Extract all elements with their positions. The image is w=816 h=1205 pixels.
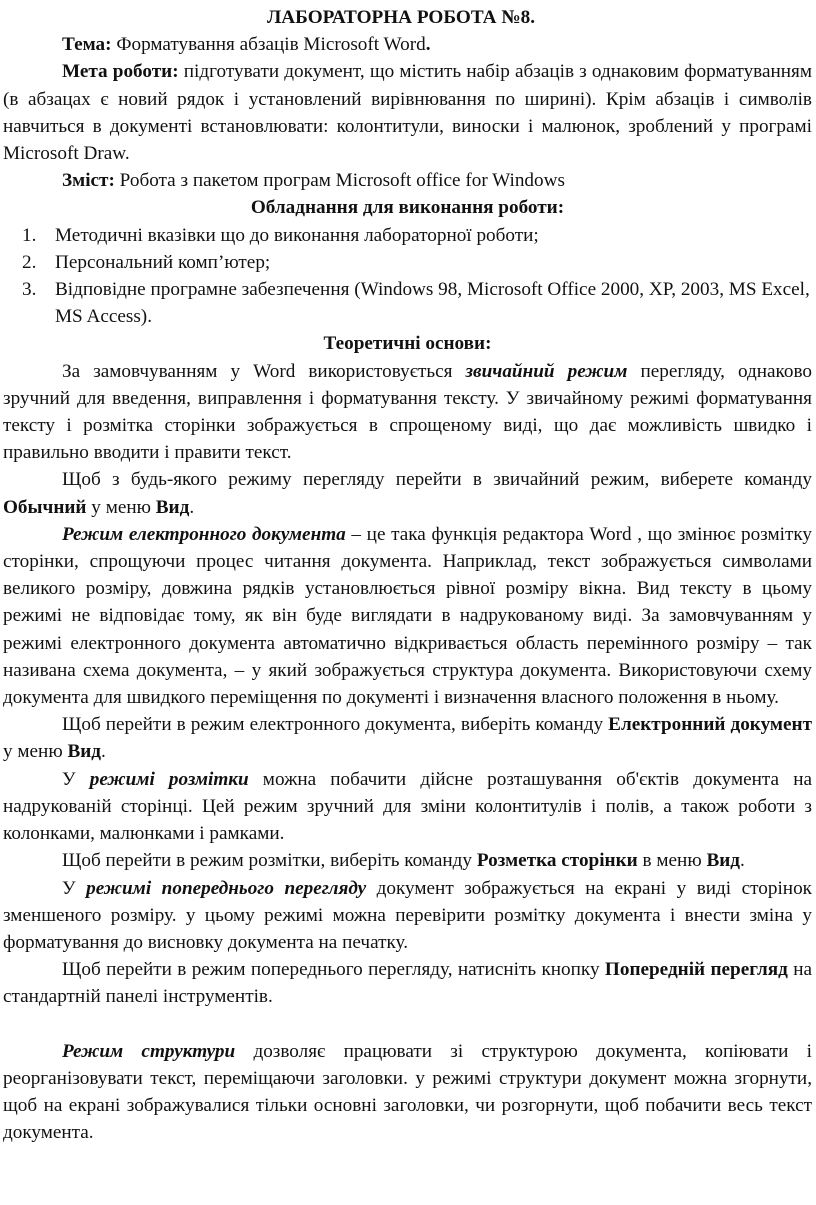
- menu-name: Вид: [155, 496, 190, 518]
- list-text: Персональний комп’ютер;: [55, 251, 271, 273]
- text-run: можна побачити дійсне розташування об'єктів документа на надрукованій сторінці. Цей режим зручний для зміни колонтитулів і полів, а також роботи з колонками, малюнками і рамками.: [3, 768, 812, 845]
- content-text: Робота з пакетом програм Microsoft office for Windows: [114, 170, 565, 192]
- command-name: Розметка сторінки: [476, 850, 638, 872]
- text-run: в меню: [637, 850, 707, 872]
- text-run: документ зображується на екрані у виді сторінок зменшеного розміру. у цьому режимі можна перевірити розмітку документа і внести зміна у форматування до висновку документа на печатку.: [3, 877, 812, 953]
- paragraph-electronic-doc: [3, 521, 812, 711]
- list-item: [3, 276, 812, 330]
- text-run: перегляду, однаково зручний для введення, виправлення і форматування тексту. У звичайному режимі форматування тексту і розмітка сторінки зображується в спрощеному виді, що дає можливість швидко і правильно вводити і правити текст.: [3, 360, 812, 464]
- text-run: Щоб перейти в режим попереднього перегляду, натисніть кнопку: [62, 959, 605, 981]
- content-line: [3, 167, 812, 194]
- paragraph-layout-command: [3, 847, 812, 874]
- list-item: [3, 249, 812, 276]
- command-name: Обычний: [3, 496, 87, 518]
- paragraph-outline-view: [3, 1038, 812, 1147]
- text-run: .: [189, 496, 195, 518]
- text-run: За замовчуванням у Word використовується: [62, 360, 466, 382]
- command-name: Електронний документ: [608, 714, 812, 736]
- text-run: .: [101, 741, 106, 763]
- term-emphasis: режимі розмітки: [89, 768, 249, 790]
- text-run: Щоб з будь-якого режиму перегляду перейти в звичайний режим, виберете команду: [62, 469, 812, 491]
- menu-name: Вид: [67, 741, 102, 763]
- content-label: Зміст:: [62, 170, 115, 192]
- paragraph-preview-view: [3, 875, 812, 957]
- text-run: дозволяє працювати зі структурою документа, копіювати і реорганізовувати текст, переміщаючи заголовки. у режимі структури документ можна згорнути, щоб на екрані зображувалися тільки основні заголовки, чи розгорнути, щоб побачити весь текст документа.: [3, 1040, 812, 1144]
- menu-name: Вид: [706, 850, 741, 872]
- goal-label: Мета роботи:: [62, 61, 179, 83]
- list-number: 1.: [22, 224, 37, 246]
- paragraph-electronic-command: [3, 711, 812, 765]
- text-run: У: [62, 768, 90, 790]
- text-run: у меню: [86, 496, 156, 518]
- paragraph-layout-view: [3, 766, 812, 848]
- paragraph-normal-command: [3, 466, 812, 520]
- command-name: Попередній перегляд: [604, 959, 788, 981]
- list-item: [3, 222, 812, 249]
- list-number: 2.: [22, 251, 37, 273]
- term-emphasis: режимі попереднього перегляду: [86, 877, 367, 899]
- term-emphasis: Режим електронного документа: [62, 523, 346, 545]
- text-run: .: [740, 850, 745, 872]
- list-text: Методичні вказівки що до виконання лабораторної роботи;: [55, 224, 539, 246]
- paragraph-preview-command: [3, 956, 812, 1010]
- theory-heading: Теоретичні основи:: [323, 333, 492, 355]
- text-run: Щоб перейти в режим розмітки, виберіть команду: [62, 850, 477, 872]
- goal-paragraph: [3, 58, 812, 167]
- page-title: ЛАБОРАТОРНА РОБОТА №8.: [266, 7, 535, 28]
- text-run: – це така функція редактора Word , що змінює розмітку сторінки, спрощуючи процес читання документа. Наприклад, текст зображується символами великого розміру, довжина рядків установлюється рівної розміру вікна. Вид тексту в цьому режимі не відповідає тому, як він буде виглядати в надрукованому виді. За замовчуванням у режимі електронного документа автоматично відкривається область перемінного розміру – так називана схема документа, – у який зображується структура документа. Використовуючи схему документа для швидкого переміщення по документі і визначення власного положення в ньому.: [3, 523, 812, 709]
- list-text: Відповідне програмне забезпечення (Windows 98, Microsoft Office 2000, XP, 2003, MS Excel, MS Access).: [55, 279, 810, 328]
- text-run: у меню: [3, 741, 68, 763]
- topic-label: Тема:: [62, 34, 112, 56]
- topic-end: .: [425, 34, 431, 56]
- term-emphasis: звичайний режим: [465, 360, 628, 382]
- blank-line: [3, 1011, 812, 1038]
- topic-text: Форматування абзаців Microsoft Word: [111, 34, 426, 56]
- topic-line: [3, 31, 812, 58]
- text-run: Щоб перейти в режим електронного документа, виберіть команду: [62, 714, 609, 736]
- equipment-heading: Обладнання для виконання роботи:: [250, 197, 565, 219]
- list-number: 3.: [22, 279, 37, 301]
- text-run: У: [62, 877, 87, 899]
- paragraph-normal-view: [3, 358, 812, 467]
- term-emphasis: Режим структури: [62, 1040, 236, 1062]
- text-run: на стандартній панелі інструментів.: [3, 959, 812, 1008]
- goal-text: підготувати документ, що містить набір абзаців з однаковим форматуванням (в абзацах є новий рядок і установлений вирівнювання по ширині). Крім абзаців і символів навчиться в документі встановлювати: колонтитули, виноски і малюнок, зроблений у програмі Microsoft Draw.: [3, 61, 812, 165]
- equipment-list: [3, 222, 812, 331]
